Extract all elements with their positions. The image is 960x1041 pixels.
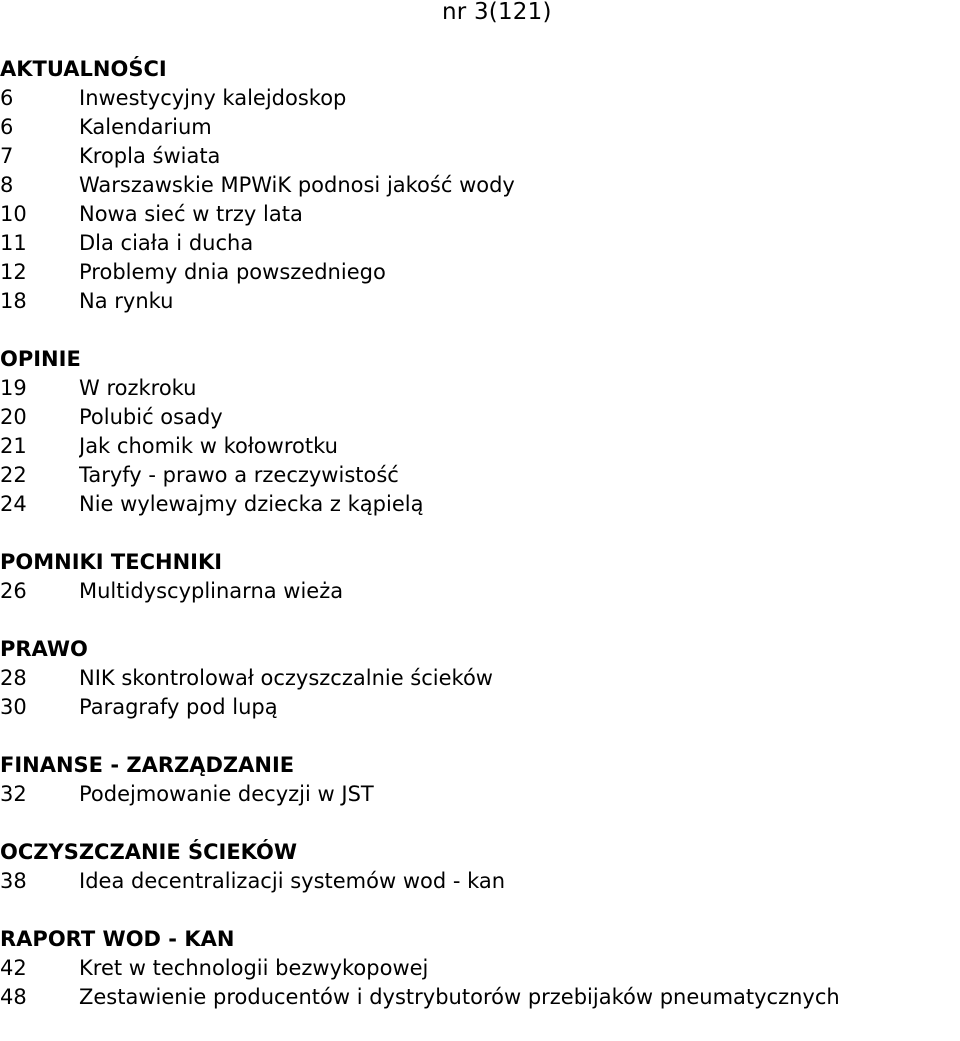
- page-number: 21: [0, 434, 27, 458]
- table-of-contents: [0, 55, 960, 1041]
- article-title: Polubić osady: [79, 405, 223, 429]
- toc-entry: [0, 780, 960, 809]
- toc-section: [0, 548, 960, 606]
- toc-entry: [0, 403, 960, 432]
- section-title: OPINIE: [0, 347, 81, 371]
- article-title: Podejmowanie decyzji w JST: [79, 782, 374, 806]
- toc-entry: [0, 461, 960, 490]
- toc-entry: [0, 374, 960, 403]
- article-title: Inwestycyjny kalejdoskop: [79, 86, 347, 110]
- toc-entry: [0, 258, 960, 287]
- toc-section: [0, 55, 960, 316]
- page-number: 24: [0, 492, 27, 516]
- page-number: 10: [0, 202, 27, 226]
- section-title: POMNIKI TECHNIKI: [0, 550, 223, 574]
- section-title: PRAWO: [0, 637, 88, 661]
- page-number: 7: [0, 144, 14, 168]
- section-title: RAPORT WOD - KAN: [0, 927, 235, 951]
- article-title: NIK skontrolował oczyszczalnie ścieków: [79, 666, 493, 690]
- toc-entry: [0, 84, 960, 113]
- section-title: AKTUALNOŚCI: [0, 57, 167, 81]
- toc-section: [0, 838, 960, 896]
- toc-entry: [0, 577, 960, 606]
- toc-entry: [0, 490, 960, 519]
- article-title: Nie wylewajmy dziecka z kąpielą: [79, 492, 424, 516]
- toc-entry: [0, 142, 960, 171]
- page-number: 32: [0, 782, 27, 806]
- toc-entry: [0, 171, 960, 200]
- toc-entry: [0, 200, 960, 229]
- article-title: W rozkroku: [79, 376, 197, 400]
- page-number: 19: [0, 376, 27, 400]
- toc-section: [0, 751, 960, 809]
- article-title: Dla ciała i ducha: [79, 231, 254, 255]
- page-number: 30: [0, 695, 27, 719]
- page-number: 20: [0, 405, 27, 429]
- article-title: Kalendarium: [79, 115, 212, 139]
- article-title: Problemy dnia powszedniego: [79, 260, 386, 284]
- toc-entry: [0, 867, 960, 896]
- page-number: 48: [0, 985, 27, 1009]
- toc-section: [0, 925, 960, 1012]
- article-title: Warszawskie MPWiK podnosi jakość wody: [79, 173, 515, 197]
- toc-entry: [0, 287, 960, 316]
- section-title: FINANSE - ZARZĄDZANIE: [0, 753, 295, 777]
- section-title: OCZYSZCZANIE ŚCIEKÓW: [0, 840, 298, 864]
- article-title: Multidyscyplinarna wieża: [79, 579, 344, 603]
- page-number: 38: [0, 869, 27, 893]
- article-title: Zestawienie producentów i dystrybutorów przebijaków pneumatycznych: [79, 985, 840, 1009]
- page-number: 42: [0, 956, 27, 980]
- article-title: Kropla świata: [79, 144, 221, 168]
- toc-entry: [0, 693, 960, 722]
- issue-number: nr 3(121): [442, 0, 552, 25]
- page-number: 28: [0, 666, 27, 690]
- page-number: 26: [0, 579, 27, 603]
- article-title: Paragrafy pod lupą: [79, 695, 278, 719]
- toc-section: [0, 635, 960, 722]
- article-title: Nowa sieć w trzy lata: [79, 202, 303, 226]
- article-title: Idea decentralizacji systemów wod - kan: [79, 869, 506, 893]
- toc-entry: [0, 229, 960, 258]
- article-title: Taryfy - prawo a rzeczywistość: [79, 463, 399, 487]
- page-number: 12: [0, 260, 27, 284]
- toc-section: [0, 345, 960, 519]
- article-title: Na rynku: [79, 289, 174, 313]
- page-number: 18: [0, 289, 27, 313]
- toc-entry: [0, 954, 960, 983]
- toc-entry: [0, 113, 960, 142]
- page-number: 6: [0, 115, 14, 139]
- page-number: 8: [0, 173, 14, 197]
- page-number: 6: [0, 86, 14, 110]
- page-number: 22: [0, 463, 27, 487]
- article-title: Kret w technologii bezwykopowej: [79, 956, 429, 980]
- toc-entry: [0, 432, 960, 461]
- toc-entry: [0, 664, 960, 693]
- article-title: Jak chomik w kołowrotku: [79, 434, 338, 458]
- toc-entry: [0, 983, 960, 1012]
- page-number: 11: [0, 231, 27, 255]
